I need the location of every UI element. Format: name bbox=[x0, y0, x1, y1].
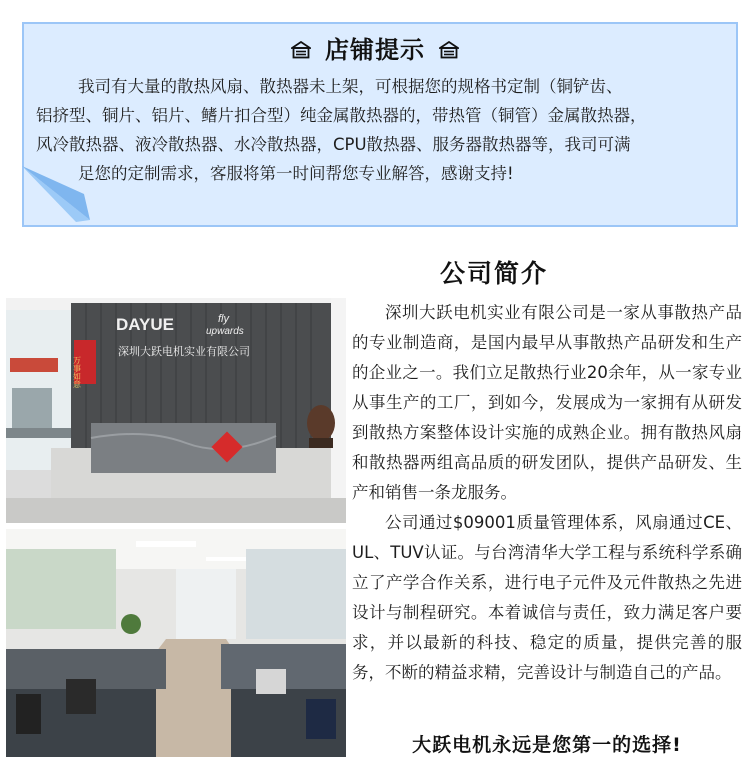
notice-line: 铝挤型、铜片、铝片、鳍片扣合型）纯金属散热器的，带热管（铜管）金属散热器， bbox=[36, 106, 647, 125]
office-photo bbox=[6, 529, 346, 757]
intro-paragraph: 公司通过$09001质量管理体系，风扇通过CE、UL、TUV认证。与台湾清华大学工程与系统科学系确立了产学合作关系，进行电子元件及元件散热之先进设计与制程研究。本着诚信与责任，致力满足客户要求，并以最新的科技、稳定的质量，提供完善的服务，不断的精益求精，完善设计与制造自己的产品。 bbox=[352, 513, 742, 682]
reception-photo bbox=[6, 298, 346, 523]
notice-line: 足您的定制需求，客服将第一时间帮您专业解答，感谢支持! bbox=[78, 164, 514, 183]
reception-banner-text: 万事如意 bbox=[72, 356, 82, 388]
notice-body bbox=[36, 72, 716, 188]
notice-line: 风冷散热器、液冷散热器、水冷散热器，CPU散热器、服务器散热器等，我司可满 bbox=[36, 135, 631, 154]
store-notice bbox=[0, 0, 750, 240]
reception-wall-text: 深圳大跃电机实业有限公司 bbox=[118, 345, 250, 358]
company-intro bbox=[352, 298, 742, 688]
reception-logo-left: DAYUE bbox=[116, 315, 174, 334]
company-section-title: 公司简介 bbox=[440, 259, 549, 288]
reception-logo-right-top: fly bbox=[218, 313, 229, 325]
store-icon bbox=[439, 37, 459, 65]
intro-paragraph: 深圳大跃电机实业有限公司是一家从事散热产品的专业制造商，是国内最早从事散热产品研发和生产的企业之一。我们立足散热行业20余年，从一家专业从事生产的工厂，到如今，发展成为一家拥有从研发到散热方案整体设计实施的成熟企业。拥有散热风扇和散热器两组高品质的研发团队，提供产品研发、生产和销售一条龙服务。 bbox=[352, 303, 742, 502]
reception-logo-right-bottom: upwards bbox=[206, 326, 244, 337]
notice-title-row bbox=[0, 30, 750, 65]
notice-title: 店铺提示 bbox=[325, 36, 425, 64]
company-slogan: 大跃电机永远是您第一的选择! bbox=[412, 734, 682, 756]
store-icon bbox=[291, 37, 311, 65]
notice-line: 我司有大量的散热风扇、散热器未上架，可根据您的规格书定制（铜铲齿、 bbox=[78, 77, 623, 96]
